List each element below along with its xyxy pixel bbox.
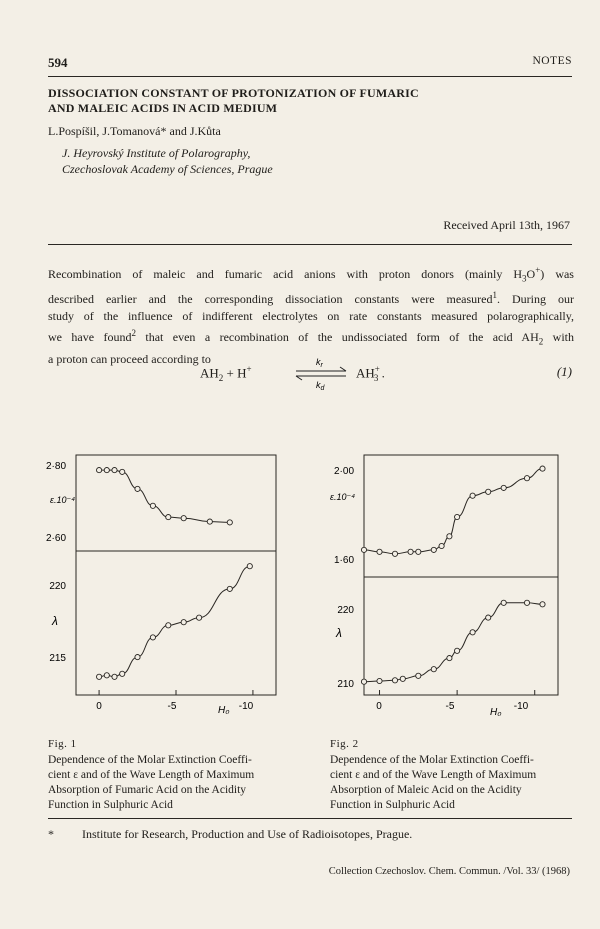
data-point [361, 679, 366, 684]
x-tick-label: -10 [513, 701, 529, 712]
y-axis-label: λ [52, 614, 58, 628]
data-point [166, 623, 171, 628]
data-point [181, 620, 186, 625]
x-tick-label: -5 [167, 701, 177, 712]
y-tick-label: 1·60 [333, 555, 354, 566]
equation-number: (1) [556, 364, 572, 379]
y-tick-label: 215 [49, 653, 66, 664]
affiliation-line: J. Heyrovský Institute of Polarography, [62, 146, 251, 160]
data-point [104, 673, 109, 678]
data-point [97, 674, 102, 679]
data-point [181, 516, 186, 521]
data-point [431, 667, 436, 672]
data-point [112, 468, 117, 473]
title-line: AND MALEIC ACIDS IN ACID MEDIUM [48, 101, 278, 115]
title-line: DISSOCIATION CONSTANT OF PROTONIZATION OF FUMARIC [48, 86, 419, 100]
data-point [227, 520, 232, 525]
data-point [431, 547, 436, 552]
received-rule [48, 244, 572, 245]
received-date: Received April 13th, 1967 [443, 218, 570, 232]
figure-2-chart [322, 445, 562, 730]
footnote-text: Institute for Research, Production and Use of Radioisotopes, Prague. [82, 827, 413, 841]
data-point [408, 549, 413, 554]
data-point [447, 534, 452, 539]
data-point [150, 635, 155, 640]
footnote-mark: * [48, 827, 54, 841]
page-number: 594 [48, 55, 68, 70]
x-axis-label: H₀ [490, 707, 502, 718]
data-point [455, 648, 460, 653]
data-point [97, 468, 102, 473]
y-tick-label: 2·60 [45, 533, 66, 544]
data-point [524, 600, 529, 605]
y-tick-label: 2·80 [45, 461, 66, 472]
svg-text:kr: $k_r$ [316, 357, 323, 369]
data-point [150, 503, 155, 508]
paragraph-line: described earlier and the corresponding dissociation constants were measured$^1$. During our [48, 290, 574, 307]
data-point [455, 514, 460, 519]
paragraph-line: we have found$^2$ that even a recombination of the undissociated form of the acid $AH_2$ with [48, 328, 575, 347]
x-tick-label: -10 [238, 701, 254, 712]
data-point [207, 519, 212, 524]
x-axis-label: H₀ [218, 705, 230, 716]
data-point [135, 486, 140, 491]
footnote-rule [48, 818, 572, 819]
data-point [104, 468, 109, 473]
data-point [120, 469, 125, 474]
figure-1-caption: Dependence of the Molar Extinction Coeffi- cient ε and of the Wave Length of Maximum Absorption of Fumaric Acid on the Acidity Function in Sulphuric Acid [48, 754, 255, 811]
data-point [392, 678, 397, 683]
affiliation-line: Czechoslovak Academy of Sciences, Prague [62, 162, 273, 176]
y-axis-label: ε.10⁻⁴ [330, 492, 356, 502]
x-tick-label: -5 [445, 701, 455, 712]
article-title [48, 86, 568, 116]
page-header [48, 55, 572, 75]
x-tick-label: 0 [96, 701, 102, 712]
data-point [447, 656, 452, 661]
figure-2-frame [364, 455, 558, 695]
footnote [48, 827, 412, 842]
svg-text:kd: $k_d$ [316, 380, 325, 392]
data-point [486, 489, 491, 494]
data-point [120, 671, 125, 676]
figure-2-label: Fig. 2 [330, 738, 359, 750]
reaction-equation [200, 354, 580, 394]
y-tick-label: 2·00 [333, 466, 354, 477]
paragraph-line: a proton can proceed according to [48, 351, 211, 366]
y-tick-label: 220 [49, 581, 66, 592]
data-point [540, 602, 545, 607]
equilibrium-arrow-icon [292, 354, 350, 394]
data-point [166, 515, 171, 520]
journal-reference: Collection Czechoslov. Chem. Commun. /Vol. 33/ (1968) [328, 866, 570, 877]
y-tick-label: 210 [337, 679, 354, 690]
figure-1-chart [40, 445, 280, 730]
intro-paragraph [48, 262, 574, 368]
data-curve [364, 469, 543, 554]
figure-2-caption: Dependence of the Molar Extinction Coeffi- cient ε and of the Wave Length of Maximum Absorption of Maleic Acid on the Acidity Function in Sulphuric Acid [330, 754, 537, 811]
data-point [227, 586, 232, 591]
data-point [486, 615, 491, 620]
paragraph-line: Recombination of maleic and fumaric acid anions with proton donors (mainly $H_3O^+$) was [48, 265, 574, 284]
data-point [470, 630, 475, 635]
data-curve [99, 470, 230, 522]
data-point [524, 476, 529, 481]
x-tick-label: 0 [376, 701, 382, 712]
data-point [416, 673, 421, 678]
data-point [501, 485, 506, 490]
data-point [400, 676, 405, 681]
data-point [540, 466, 545, 471]
data-point [501, 600, 506, 605]
figure-1-label: Fig. 1 [48, 738, 77, 750]
affiliation [62, 145, 273, 177]
data-point [439, 543, 444, 548]
data-point [377, 549, 382, 554]
data-point [416, 549, 421, 554]
equation-left-side: $AH_2 + H^+$ [200, 364, 252, 383]
data-point [197, 615, 202, 620]
figure-1-frame [76, 455, 276, 695]
y-axis-label: ε.10⁻⁴ [50, 495, 76, 505]
section-name: NOTES [532, 55, 572, 67]
data-point [247, 564, 252, 569]
paragraph-line: study of the influence of indifferent electrolytes on rate constants measured polarographically, [48, 309, 574, 324]
y-tick-label: 220 [337, 605, 354, 616]
data-point [377, 678, 382, 683]
data-point [470, 493, 475, 498]
data-point [392, 551, 397, 556]
data-point [135, 655, 140, 660]
data-curve [99, 566, 250, 677]
y-axis-label: λ [336, 626, 342, 640]
header-rule [48, 76, 572, 77]
data-curve [364, 603, 543, 682]
data-point [361, 547, 366, 552]
equation-right-side: $AH^+_3$ . [356, 364, 385, 383]
authors: L.Pospíšil, J.Tomanová* and J.Kůta [48, 124, 221, 138]
data-point [112, 674, 117, 679]
